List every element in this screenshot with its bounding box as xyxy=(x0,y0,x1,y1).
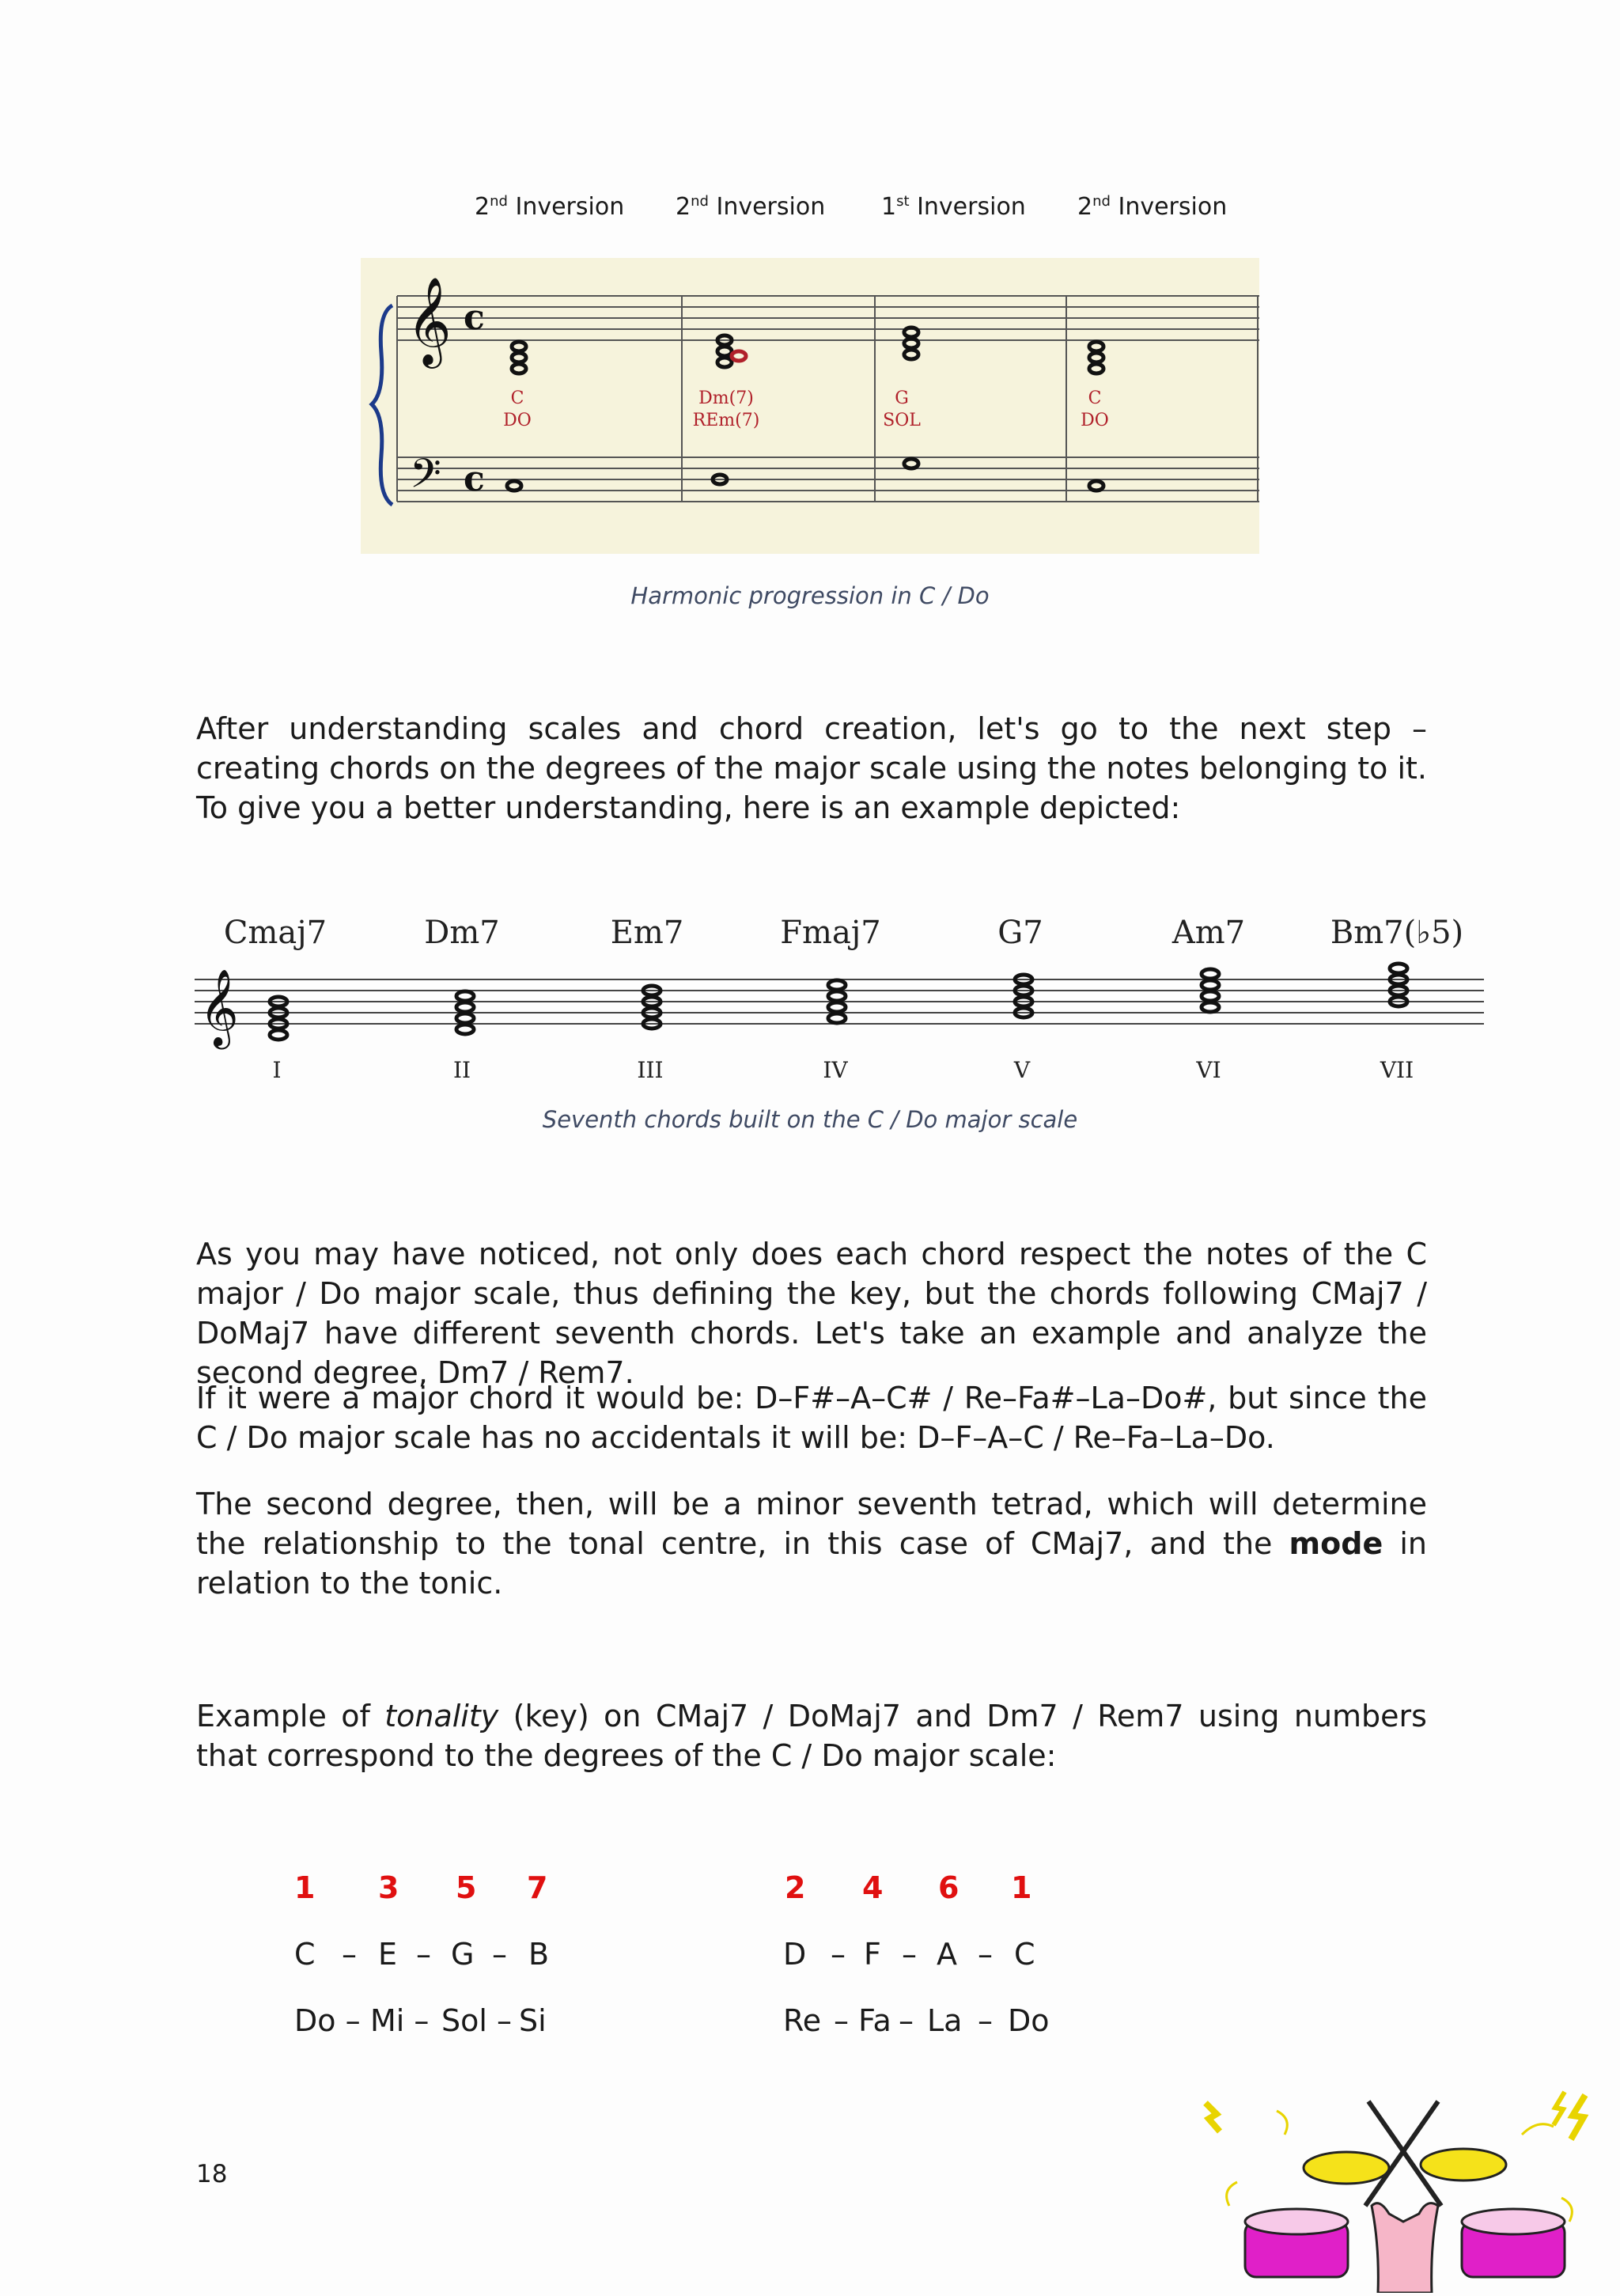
chord-symbol-1: Cmaj7 xyxy=(223,915,327,951)
grand-staff-svg xyxy=(361,258,1259,554)
brace-icon xyxy=(372,305,392,505)
red-seventh-note xyxy=(732,351,746,361)
figure1-caption: Harmonic progression in C / Do xyxy=(630,582,990,609)
chord-symbol-7: Bm7(♭5) xyxy=(1330,915,1464,951)
solfege-row: Do – Mi – Sol – Si Re – Fa – La – Do xyxy=(294,2003,1050,2038)
chord-symbol-2: Dm7 xyxy=(424,915,500,951)
chord-alt-1: DO xyxy=(503,411,532,430)
degree-label-7: VII xyxy=(1380,1057,1414,1083)
drum-illustration xyxy=(1190,2087,1620,2293)
chord-name-1: C xyxy=(510,388,524,408)
treble-clef-icon: 𝄞 xyxy=(407,276,452,365)
degree-label-5: V xyxy=(1013,1057,1031,1083)
degree-numbers-row: 1 3 5 7 2 4 6 1 xyxy=(294,1870,1032,1905)
time-signature-treble: c xyxy=(464,297,485,338)
degree-label-6: VI xyxy=(1196,1057,1221,1083)
chord-symbol-4: Fmaj7 xyxy=(780,915,881,951)
treble-staff xyxy=(397,296,1259,340)
degree-label-1: I xyxy=(272,1057,282,1083)
degree-label-2: II xyxy=(452,1057,471,1083)
chord-symbol-6: Am7 xyxy=(1171,915,1246,951)
time-signature-bass: c xyxy=(464,459,485,499)
drum-kit-icon xyxy=(1190,2087,1620,2293)
chord-alt-2: REm(7) xyxy=(692,411,760,430)
inversion-label: 2nd Inversion xyxy=(1077,193,1228,221)
harmonic-progression-figure xyxy=(361,258,1259,554)
bass-staff xyxy=(397,457,1259,502)
chord-alt-4: DO xyxy=(1081,411,1109,430)
paragraph-analysis: As you may have noticed, not only does each chord respect the notes of the C major / Do major scale, thus defining the key, but the chords following CMaj7 / DoMaj7 have different seventh chords. Let's take an example and analyze the second degree, Dm7 / Rem7. xyxy=(196,1237,1427,1390)
chord-symbol-3: Em7 xyxy=(610,915,684,951)
seventh-chords-figure xyxy=(195,907,1484,1092)
degree-label-4: IV xyxy=(823,1057,848,1083)
paragraph-second-degree: The second degree, then, will be a minor seventh tetrad, which will determine the relationship to the tonal centre, in this case of CMaj7, and the mode in relation to the tonic. xyxy=(196,1487,1427,1601)
degree-label-3: III xyxy=(637,1057,664,1083)
chord-name-3: G xyxy=(895,388,909,408)
page-number: 18 xyxy=(196,2160,228,2188)
inversion-label: 2nd Inversion xyxy=(475,193,625,221)
note-letters-row: C – E – G – B D – F – A – C xyxy=(294,1937,1035,1972)
chord-alt-3: SOL xyxy=(883,411,921,430)
chord-name-4: C xyxy=(1088,388,1102,408)
inversion-label: 1st Inversion xyxy=(881,193,1026,221)
inversion-labels xyxy=(475,193,1266,233)
chord-name-2: Dm(7) xyxy=(698,388,754,408)
chord-symbol-5: G7 xyxy=(997,915,1043,951)
inversion-label: 2nd Inversion xyxy=(676,193,826,221)
paragraph-tonality-example: Example of tonality (key) on CMaj7 / DoMaj7 and Dm7 / Rem7 using numbers that correspond to the degrees of the C / Do major scale: xyxy=(196,1699,1427,1773)
bass-clef-icon: 𝄢 xyxy=(410,449,441,507)
paragraph-major-chord: If it were a major chord it would be: D–F#–A–C# / Re–Fa#–La–Do#, but since the C / Do major scale has no accidentals it will be: D–F–A–C / Re–Fa–La–Do. xyxy=(196,1381,1427,1455)
figure2-caption: Seventh chords built on the C / Do major scale xyxy=(542,1106,1078,1133)
treble-clef-icon: 𝄞 xyxy=(199,968,239,1046)
paragraph-intro: After understanding scales and chord creation, let's go to the next step – creating chords on the degrees of the major scale using the notes belonging to it. To give you a better understanding, here is an example depicted: xyxy=(196,711,1427,825)
